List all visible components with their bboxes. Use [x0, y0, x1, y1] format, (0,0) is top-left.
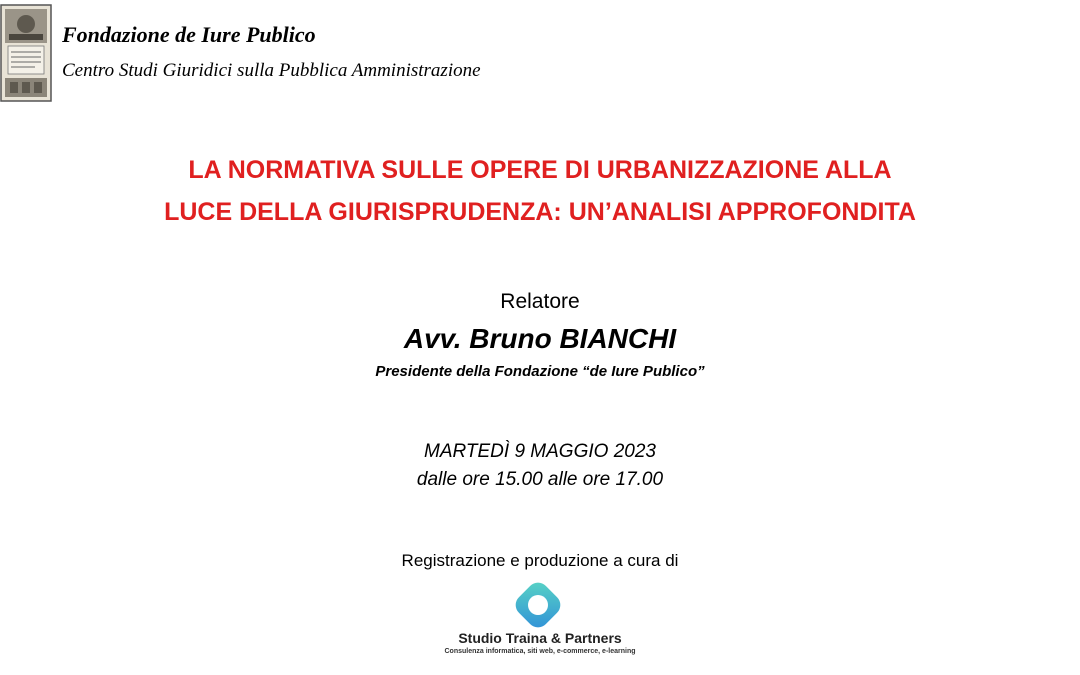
org-name: Fondazione de Iure Publico [62, 22, 316, 47]
event-time: dalle ore 15.00 alle ore 17.00 [416, 469, 664, 490]
event-title-line-2: LUCE DELLA GIURISPRUDENZA: UN’ANALISI APPROFONDITA [164, 198, 916, 226]
org-subtitle: Centro Studi Giuridici sulla Pubblica Amministrazione [62, 60, 481, 81]
foundation-engraving-logo [0, 4, 52, 102]
speaker-label: Relatore [500, 290, 580, 313]
brand-name: Studio Traina & Partners [458, 630, 622, 646]
brand-tagline: Consulenza informatica, siti web, e-commerce, e-learning [444, 648, 636, 655]
event-date: MARTEDÌ 9 MAGGIO 2023 [424, 441, 656, 462]
speaker-role: Presidente della Fondazione “de Iure Publico” [375, 363, 705, 380]
event-title-line-1: LA NORMATIVA SULLE OPERE DI URBANIZZAZIONE ALLA [188, 156, 892, 184]
credits-label: Registrazione e produzione a cura di [401, 551, 679, 570]
speaker-name: Avv. Bruno BIANCHI [403, 323, 677, 354]
studio-traina-logo-icon [513, 580, 563, 630]
